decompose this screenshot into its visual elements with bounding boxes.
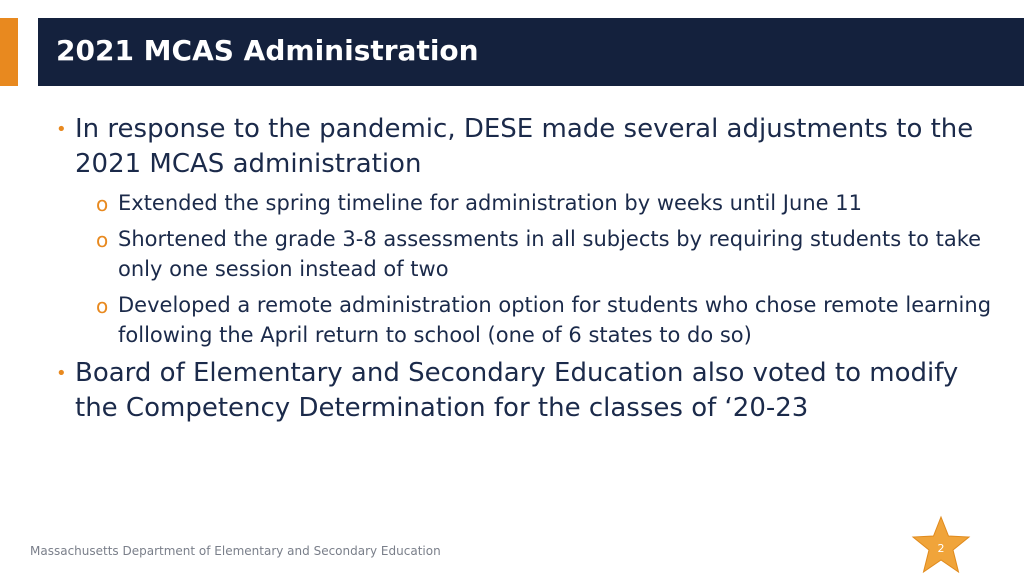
sub-bullet-item	[96, 290, 996, 350]
sub-bullet-item	[96, 188, 996, 218]
sub-bullet-text: Developed a remote administration option for students who chose remote learning following the April return to school (one of 6 states to do so)	[118, 293, 992, 347]
slide-content	[56, 112, 996, 426]
bullet-text: In response to the pandemic, DESE made several adjustments to the 2021 MCAS administration	[75, 114, 974, 179]
sub-bullet-text: Extended the spring timeline for administration by weeks until June 11	[118, 191, 862, 215]
bullet-item	[56, 112, 996, 182]
bullet-dot-icon: •	[56, 363, 67, 384]
footer-org: Massachusetts Department of Elementary and Secondary Education	[30, 544, 441, 558]
bullet-item	[56, 356, 996, 426]
title-bar	[38, 18, 1024, 86]
sub-bullet-item	[96, 224, 996, 284]
bullet-dot-icon: •	[56, 119, 67, 140]
page-number: 2	[937, 542, 945, 555]
bullet-text: Board of Elementary and Secondary Education also voted to modify the Competency Determination for the classes of ‘20-23	[75, 358, 959, 423]
sub-bullet-circle-icon: o	[96, 294, 109, 318]
sub-bullet-text: Shortened the grade 3-8 assessments in all subjects by requiring students to take only one session instead of two	[118, 227, 982, 281]
sub-bullet-list	[96, 188, 996, 350]
sub-bullet-circle-icon: o	[96, 228, 109, 252]
page-title: 2021 MCAS Administration	[56, 34, 479, 67]
accent-bar	[0, 18, 18, 86]
sub-bullet-circle-icon: o	[96, 192, 109, 216]
